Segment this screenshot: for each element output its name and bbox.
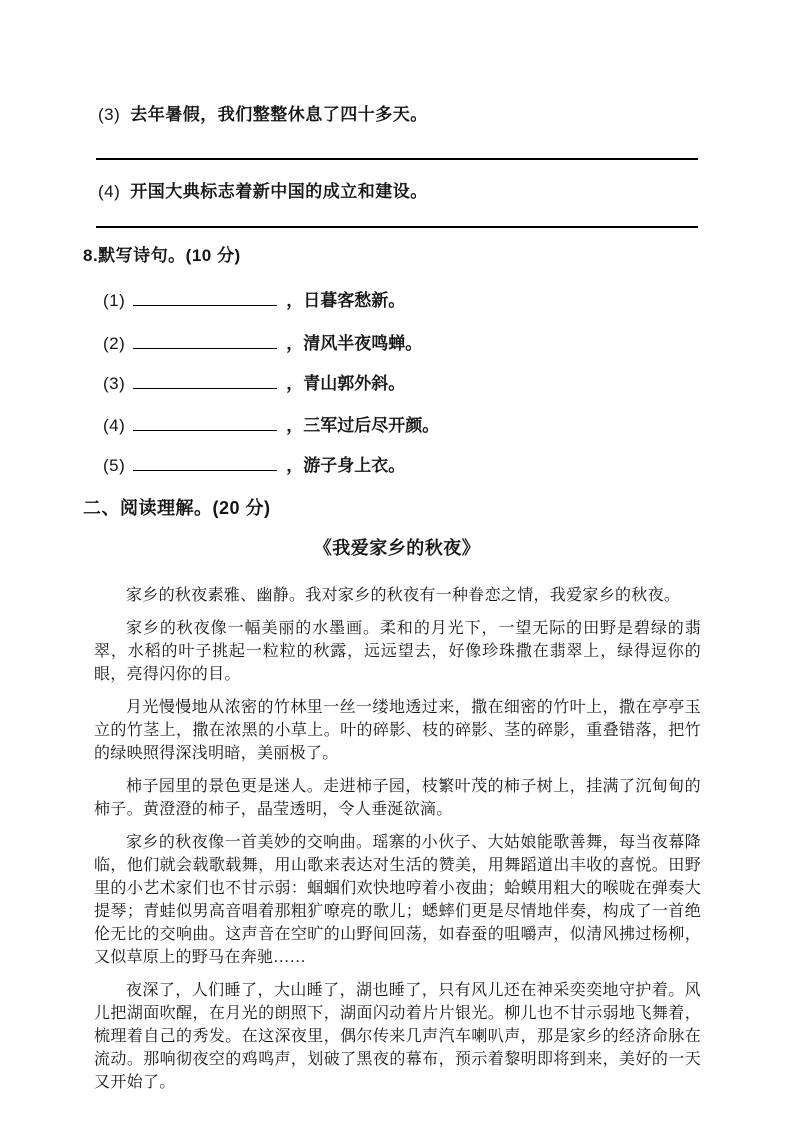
grammar-item-number: (4) (98, 182, 121, 201)
poem-item-number: (3) (103, 374, 126, 393)
poem-item-text: ，游子身上衣。 (286, 456, 406, 475)
poem-item-number: (2) (103, 334, 126, 353)
article-paragraph: 月光慢慢地从浓密的竹林里一丝一缕地透过来，撒在细密的竹叶上，撒在亭亭玉立的竹茎上，撒在浓黑的小草上。叶的碎影、枝的碎影、茎的碎影，重叠错落，把竹的绿映照得深浅明暗，美丽极了。 (94, 699, 701, 762)
answer-blank[interactable] (133, 332, 277, 349)
article-body (94, 584, 701, 1104)
grammar-item-text: 去年暑假，我们整整休息了四十多天。 (130, 105, 428, 124)
grammar-item-number: (3) (98, 105, 121, 124)
poem-item-number: (5) (103, 456, 126, 475)
article-paragraph: 夜深了，人们睡了，大山睡了，湖也睡了，只有风儿还在神采奕奕地守护着。风儿把湖面吹醒，在月光的朗照下，湖面闪动着片片银光。柳儿也不甘示弱地飞舞着，梳理着自己的秀发。在这深夜里，偶尔传来几声汽车喇叭声，那是家乡的经济命脉在流动。那响彻夜空的鸡鸣声，划破了黑夜的幕布，预示着黎明即将到来，美好的一天又开始了。 (94, 982, 701, 1091)
answer-blank[interactable] (133, 414, 277, 431)
poem-item-text: ，清风半夜鸣蝉。 (286, 334, 423, 353)
poem-item-4 (103, 414, 439, 436)
poem-item-text: ，青山郭外斜。 (286, 374, 406, 393)
answer-blank[interactable] (133, 454, 277, 471)
answer-line[interactable] (96, 226, 698, 228)
article-paragraph: 家乡的秋夜像一幅美丽的水墨画。柔和的月光下，一望无际的田野是碧绿的翡翠，水稻的叶子挑起一粒粒的秋露，远远望去，好像珍珠撒在翡翠上，绿得逗你的眼，亮得闪你的目。 (94, 620, 701, 683)
answer-blank[interactable] (133, 289, 277, 306)
article-paragraph: 柿子园里的景色更是迷人。走进柿子园，枝繁叶茂的柿子树上，挂满了沉甸甸的柿子。黄澄澄的柿子，晶莹透明，令人垂涎欲滴。 (94, 778, 701, 818)
poem-item-number: (1) (103, 291, 126, 310)
article-paragraph: 家乡的秋夜素雅、幽静。我对家乡的秋夜有一种眷恋之情，我爱家乡的秋夜。 (126, 587, 681, 604)
poem-item-1 (103, 289, 405, 311)
poem-item-number: (4) (103, 416, 126, 435)
poem-item-5 (103, 454, 405, 476)
answer-line[interactable] (96, 158, 698, 160)
grammar-item-3 (98, 105, 698, 125)
grammar-item-4 (98, 182, 698, 202)
article-paragraph: 家乡的秋夜像一首美妙的交响曲。瑶寨的小伙子、大姑娘能歌善舞，每当夜幕降临，他们就会载歌载舞，用山歌来表达对生活的赞美，用舞蹈道出丰收的喜悦。田野里的小艺术家们也不甘示弱：蝈蝈们欢快地哼着小夜曲；蛤蟆用粗大的喉咙在弹奏大提琴；青蛙似男高音唱着那粗犷嘹亮的歌儿；蟋蟀们更是尽情地伴奏，构成了一首绝伦无比的交响曲。这声音在空旷的山野间回荡，如春蚕的咀嚼声，似清风拂过杨柳，又似草原上的野马在奔驰…… (94, 834, 701, 966)
poem-item-3 (103, 372, 405, 394)
grammar-item-text: 开国大典标志着新中国的成立和建设。 (130, 182, 428, 201)
answer-blank[interactable] (133, 372, 277, 389)
article-title: 《我爱家乡的秋夜》 (313, 538, 481, 558)
section-2-heading: 二、阅读理解。(20 分) (83, 498, 271, 518)
question-8-heading: 8.默写诗句。(10 分) (83, 246, 241, 265)
poem-item-text: ，三军过后尽开颜。 (286, 416, 440, 435)
poem-item-text: ，日暮客愁新。 (286, 291, 406, 310)
poem-item-2 (103, 332, 422, 354)
